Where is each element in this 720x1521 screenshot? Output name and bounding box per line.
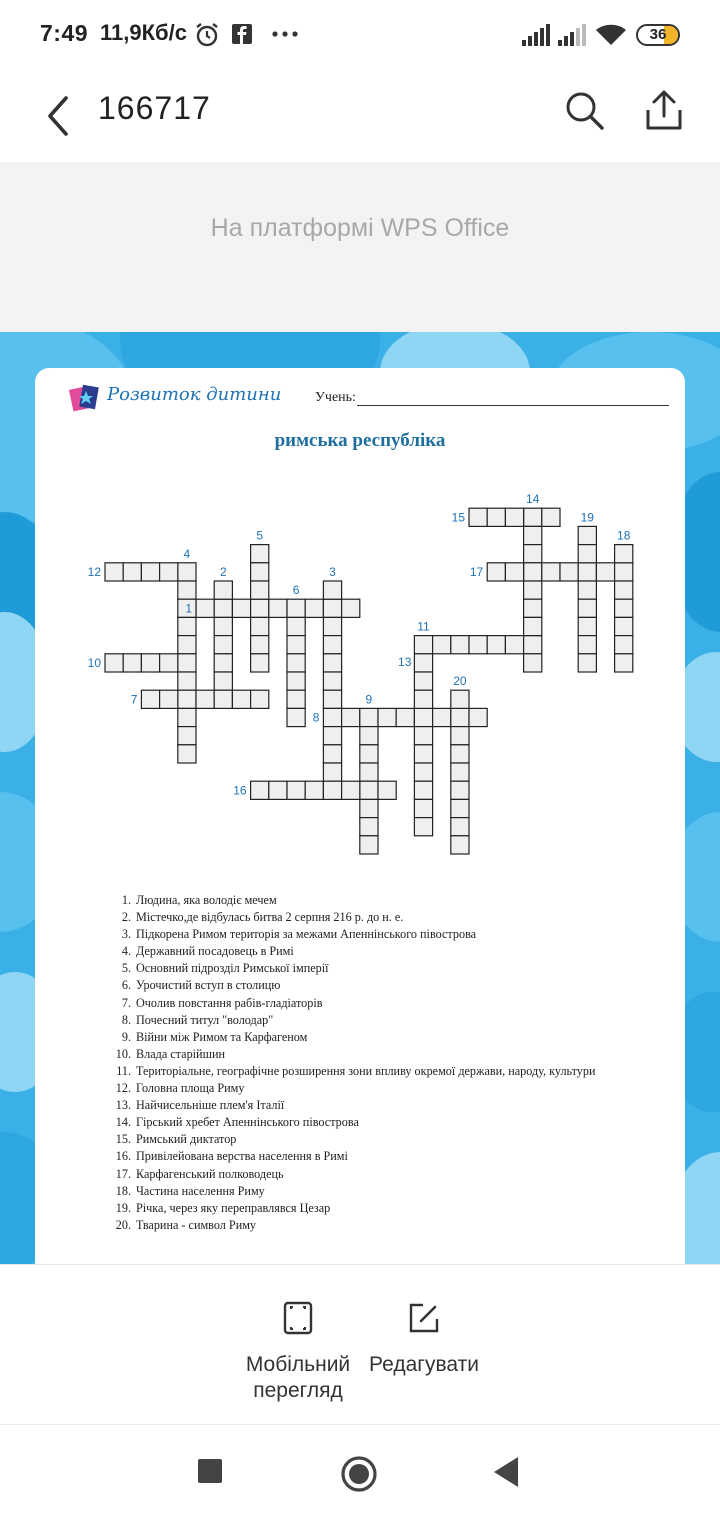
edit-label: Редагувати [369,1353,479,1376]
battery-level: 36 [649,26,667,43]
crossword-cell[interactable] [578,526,596,544]
clue-number: 9. [121,1029,131,1044]
mobile-view-icon [283,1301,313,1335]
crossword-cell[interactable] [524,636,542,654]
clue-text: Римський диктатор [136,1132,237,1147]
logo-text: Розвиток дитини [107,384,282,405]
crossword-cell[interactable] [524,545,542,563]
crossword-cell[interactable] [214,636,232,654]
clue-number: 20. [115,1217,131,1232]
crossword-cell[interactable] [178,745,196,763]
crossword-cell[interactable] [524,599,542,617]
crossword-cell[interactable] [451,818,469,836]
crossword-cell[interactable] [305,781,323,799]
crossword-cell[interactable] [251,545,269,563]
crossword-cell[interactable] [287,617,305,635]
crossword-cell[interactable] [123,563,141,581]
worksheet-title: римська республіка [274,430,446,451]
crossword-cell[interactable] [269,781,287,799]
crossword-cell[interactable] [578,617,596,635]
signal-icon-2 [558,24,586,46]
clue-text: Річка, через яку переправлявся Цезар [136,1200,331,1215]
crossword-cell[interactable] [251,581,269,599]
clue-number: 3. [121,927,131,942]
clue-text: Частина населення Риму [136,1183,265,1198]
crossword-cell[interactable] [214,672,232,690]
crossword-cell[interactable] [378,708,396,726]
clue-item [101,960,596,977]
clue-number: 12. [115,1081,131,1096]
crossword-cell[interactable] [524,563,542,581]
crossword-cell[interactable] [251,563,269,581]
crossword-cell[interactable] [615,654,633,672]
crossword-cell[interactable] [560,563,578,581]
crossword-cell[interactable] [342,781,360,799]
clue-number: 17. [115,1166,131,1181]
clue-text: Містечко,де відбулась битва 2 серпня 216 р. до н. е. [136,910,404,925]
clue-item [101,1217,596,1234]
crossword-cell[interactable] [214,599,232,617]
crossword-cell[interactable] [414,727,432,745]
crossword-cell[interactable] [578,581,596,599]
clue-item [101,1148,596,1165]
crossword-cell[interactable] [178,636,196,654]
crossword-cell[interactable] [178,727,196,745]
clue-text: Очолив повстання рабів-гладіаторів [136,995,323,1010]
system-nav-bar [0,1424,720,1521]
crossword-cell[interactable] [141,654,159,672]
crossword-cell[interactable] [615,581,633,599]
crossword-cell[interactable] [178,690,196,708]
clue-text: Тварина - символ Риму [136,1217,257,1232]
crossword-cell[interactable] [251,781,269,799]
mobile-view-label: Мобільний [245,1353,351,1376]
clue-text: Основний підрозділ Римської імперії [136,961,329,976]
crossword-cell[interactable] [178,581,196,599]
crossword-cell[interactable] [287,672,305,690]
crossword-cell[interactable] [323,763,341,781]
crossword-cell[interactable] [578,545,596,563]
clue-number: 16. [115,1149,131,1164]
home-icon[interactable] [340,1455,378,1493]
crossword-cell[interactable] [251,636,269,654]
clue-item [101,1080,596,1097]
crossword-cell[interactable] [451,708,469,726]
clue-text: Привілейована верства населення в Римі [136,1149,348,1164]
clue-item [101,1183,596,1200]
back-arrow-icon[interactable] [40,88,80,144]
crossword-cell[interactable] [451,636,469,654]
share-icon[interactable] [642,88,686,132]
crossword-cell[interactable] [469,636,487,654]
crossword-cell[interactable] [396,708,414,726]
crossword-cell[interactable] [141,690,159,708]
worksheet-page[interactable] [35,368,685,1268]
crossword-cell[interactable] [615,599,633,617]
crossword-cell[interactable] [360,781,378,799]
crossword-cell[interactable] [414,763,432,781]
crossword-cell[interactable] [360,836,378,854]
crossword-cell[interactable] [596,563,614,581]
crossword-cell[interactable] [505,508,523,526]
crossword-cell[interactable] [578,563,596,581]
crossword-number: 2 [219,565,227,579]
crossword-cell[interactable] [232,599,250,617]
crossword-number: 6 [292,583,300,598]
crossword-cell[interactable] [414,690,432,708]
clue-number: 11. [116,1063,131,1078]
crossword-cell[interactable] [414,672,432,690]
clue-item [101,1131,596,1148]
crossword-cell[interactable] [360,708,378,726]
crossword-cell[interactable] [323,581,341,599]
search-icon[interactable] [562,88,606,132]
crossword-number: 8 [312,710,320,725]
crossword-number: 14 [526,492,540,507]
clue-text: Урочистий вступ в столицю [136,978,281,993]
crossword-number: 1 [185,601,192,616]
clue-number: 7. [121,995,131,1010]
crossword-cell[interactable] [105,654,123,672]
clue-item [101,1200,596,1217]
platform-banner-text: На платформі WPS Office [210,214,510,242]
crossword-cell[interactable] [305,599,323,617]
crossword-cell[interactable] [524,617,542,635]
crossword-cell[interactable] [433,708,451,726]
signal-icon [522,24,550,46]
crossword-cell[interactable] [378,781,396,799]
crossword-number: 5 [256,528,264,543]
clue-item [101,1046,596,1063]
clue-item [101,943,596,960]
crossword-cell[interactable] [160,654,178,672]
clue-number: 13. [115,1098,131,1113]
mobile-view-label-2: перегляд [253,1379,343,1402]
crossword-cell[interactable] [360,818,378,836]
crossword-number: 3 [329,565,336,579]
clue-item [101,995,596,1012]
crossword-cell[interactable] [451,781,469,799]
crossword-cell[interactable] [615,636,633,654]
crossword-cell[interactable] [196,690,214,708]
clue-text: Гірський хребет Апеннінського півострова [136,1115,359,1130]
crossword-cell[interactable] [342,599,360,617]
crossword-cell[interactable] [360,763,378,781]
crossword-cell[interactable] [160,563,178,581]
facebook-icon [232,24,252,44]
crossword-number: 10 [87,655,101,670]
crossword-cell[interactable] [287,708,305,726]
crossword-cell[interactable] [178,672,196,690]
crossword-cell[interactable] [360,727,378,745]
clue-number: 19. [115,1200,131,1215]
crossword-grid[interactable] [35,368,685,888]
crossword-cell[interactable] [414,636,432,654]
clue-number: 2. [121,910,131,925]
crossword-number: 16 [233,783,247,798]
clue-text: Людина, яка володіє мечем [136,893,277,907]
crossword-cell[interactable] [323,599,341,617]
crossword-number: 19 [580,510,594,525]
crossword-number: 4 [183,546,191,561]
crossword-cell[interactable] [524,526,542,544]
crossword-cell[interactable] [615,563,633,581]
clue-number: 10. [115,1046,131,1061]
crossword-cell[interactable] [196,599,214,617]
clue-item [101,1097,596,1114]
crossword-cell[interactable] [615,545,633,563]
crossword-cell[interactable] [178,708,196,726]
clue-list [101,892,596,1234]
crossword-number: 20 [453,674,467,689]
crossword-cell[interactable] [323,727,341,745]
clue-text: Почесний титул "володар" [136,1012,274,1027]
clue-number: 15. [115,1132,131,1147]
crossword-cell[interactable] [214,617,232,635]
status-time: 7:49 [40,20,89,46]
crossword-cell[interactable] [251,654,269,672]
crossword-cell[interactable] [433,636,451,654]
crossword-cell[interactable] [323,690,341,708]
platform-banner [0,162,720,332]
crossword-cell[interactable] [487,636,505,654]
status-speed: 11,9Кб/с [100,20,187,45]
crossword-cell[interactable] [524,581,542,599]
crossword-cell[interactable] [323,708,341,726]
clue-item [101,1012,596,1029]
clue-item [101,1166,596,1183]
crossword-cell[interactable] [451,745,469,763]
crossword-cell[interactable] [505,636,523,654]
crossword-cell[interactable] [178,563,196,581]
document-title: 166717 [98,90,211,126]
clue-number: 8. [121,1012,131,1027]
clue-item [101,926,596,943]
crossword-cell[interactable] [524,508,542,526]
clue-text: Державний посадовець в Римі [136,944,294,959]
clue-item [101,977,596,994]
crossword-cell[interactable] [123,654,141,672]
crossword-number: 7 [130,692,138,707]
crossword-cell[interactable] [414,818,432,836]
clue-number: 1. [121,893,131,907]
clue-text: Територіальне, географічне розширення зони впливу окремої держави, народу, культури [136,1063,596,1078]
clue-number: 18. [115,1183,131,1198]
clue-item [101,909,596,926]
crossword-cell[interactable] [505,563,523,581]
clue-text: Карфагенський полководець [136,1166,284,1181]
crossword-cell[interactable] [487,508,505,526]
crossword-number: 9 [365,692,373,707]
crossword-cell[interactable] [414,781,432,799]
recent-apps-icon[interactable] [198,1459,222,1483]
more-dots-icon [272,30,298,38]
crossword-cell[interactable] [451,690,469,708]
clue-text: Війни між Римом та Карфагеном [136,1029,308,1044]
crossword-cell[interactable] [178,617,196,635]
crossword-cell[interactable] [342,708,360,726]
crossword-cell[interactable] [451,836,469,854]
crossword-cell[interactable] [251,599,269,617]
clue-number: 4. [121,944,131,959]
crossword-number: 18 [617,528,631,543]
bottom-actions [0,1264,720,1425]
clue-item [101,1063,596,1080]
crossword-cell[interactable] [469,708,487,726]
edit-button[interactable] [362,1265,486,1378]
crossword-cell[interactable] [451,799,469,817]
crossword-cell[interactable] [287,599,305,617]
crossword-cell[interactable] [414,745,432,763]
crossword-cell[interactable] [232,690,250,708]
crossword-cell[interactable] [323,636,341,654]
crossword-cell[interactable] [414,654,432,672]
crossword-cell[interactable] [251,617,269,635]
crossword-number: 11 [417,619,430,634]
mobile-view-button[interactable] [238,1265,358,1404]
student-label: Учень: [315,390,356,405]
status-bar [0,0,720,70]
crossword-cell[interactable] [214,654,232,672]
crossword-cell[interactable] [323,654,341,672]
crossword-cell[interactable] [615,617,633,635]
clue-text: Підкорена Римом територія за межами Апеннінського півострова [136,927,477,942]
alarm-icon [195,22,219,48]
crossword-cell[interactable] [287,654,305,672]
crossword-cell[interactable] [323,745,341,763]
crossword-cell[interactable] [323,781,341,799]
crossword-cell[interactable] [160,690,178,708]
crossword-number: 12 [87,564,101,579]
clue-item [101,1029,596,1046]
crossword-cell[interactable] [251,690,269,708]
crossword-cell[interactable] [178,654,196,672]
clue-item [101,1114,596,1131]
app-header [0,70,720,162]
crossword-cell[interactable] [141,563,159,581]
clue-number: 14. [115,1115,131,1130]
crossword-cell[interactable] [360,745,378,763]
battery-icon [636,24,680,46]
crossword-cell[interactable] [214,581,232,599]
crossword-cell[interactable] [360,799,378,817]
crossword-cell[interactable] [414,799,432,817]
crossword-cell[interactable] [269,599,287,617]
clue-item [101,892,596,909]
crossword-cell[interactable] [214,690,232,708]
crossword-cell[interactable] [287,781,305,799]
wifi-icon [596,24,626,46]
crossword-cell[interactable] [578,599,596,617]
crossword-cell[interactable] [451,727,469,745]
edit-icon [407,1301,441,1335]
crossword-cell[interactable] [105,563,123,581]
crossword-cell[interactable] [451,763,469,781]
crossword-cell[interactable] [542,563,560,581]
crossword-cell[interactable] [323,672,341,690]
clue-text: Головна площа Риму [136,1081,245,1096]
crossword-cell[interactable] [578,636,596,654]
clue-number: 6. [121,978,131,993]
crossword-cell[interactable] [323,617,341,635]
crossword-cell[interactable] [487,563,505,581]
crossword-number: 17 [469,564,484,579]
clue-number: 5. [121,961,131,976]
crossword-cell[interactable] [542,508,560,526]
crossword-number: 15 [451,510,465,525]
crossword-cell[interactable] [524,654,542,672]
crossword-number: 13 [398,654,412,669]
crossword-cell[interactable] [287,636,305,654]
clue-text: Найчисельніше плем'я Італії [136,1098,285,1113]
clue-text: Влада старійшин [136,1046,226,1061]
crossword-cell[interactable] [578,654,596,672]
back-triangle-icon[interactable] [494,1457,518,1487]
crossword-cell[interactable] [469,508,487,526]
crossword-cell[interactable] [287,690,305,708]
crossword-cell[interactable] [414,708,432,726]
